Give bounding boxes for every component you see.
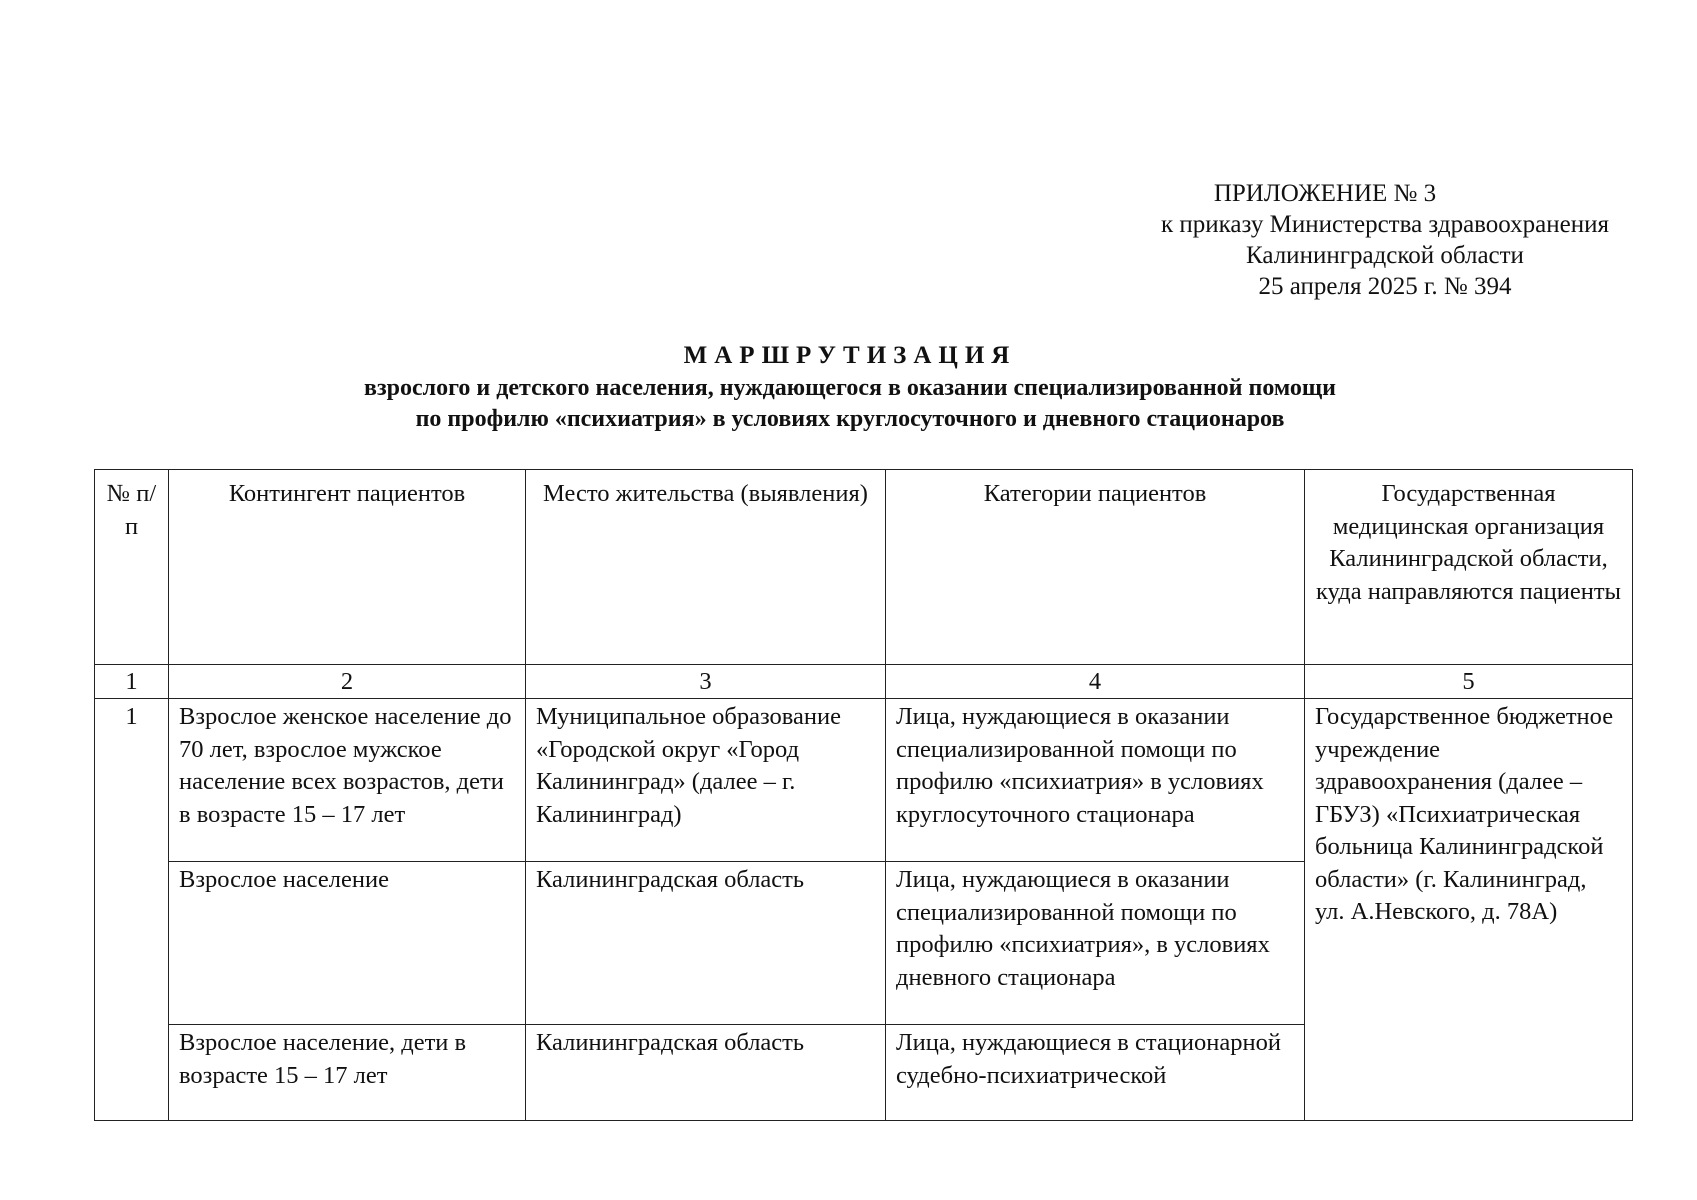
residence-cell: Калининградская область: [526, 1025, 886, 1121]
residence-cell: Муниципальное образование «Городской округ «Город Калининград» (далее – г. Калининград): [526, 699, 886, 862]
column-index: 2: [169, 665, 526, 699]
column-index: 1: [95, 665, 169, 699]
header-organization: Государственная медицинская организация Калининградской области, куда направляются пациенты: [1305, 470, 1633, 665]
residence-cell: Калининградская область: [526, 862, 886, 1025]
contingent-cell: Взрослое население: [169, 862, 526, 1025]
header-residence: Место жительства (выявления): [526, 470, 886, 665]
appendix-date: 25 апреля 2025 г. № 394: [1258, 273, 1512, 300]
table-header-row: [95, 470, 1633, 665]
contingent-cell: Взрослое женское население до 70 лет, взрослое мужское население всех возрастов, дети в возрасте 15 – 17 лет: [169, 699, 526, 862]
appendix-header: [1095, 178, 1675, 302]
title-main: МАРШРУТИЗАЦИЯ: [683, 342, 1017, 369]
table-row: [95, 699, 1633, 862]
column-index: 5: [1305, 665, 1633, 699]
category-cell: Лица, нуждающиеся в оказании специализированной помощи по профилю «психиатрия» в условиях круглосуточного стационара: [886, 699, 1305, 862]
header-category: Категории пациентов: [886, 470, 1305, 665]
category-cell: Лица, нуждающиеся в оказании специализированной помощи по профилю «психиатрия», в условиях дневного стационара: [886, 862, 1305, 1025]
title-line-2: по профилю «психиатрия» в условиях круглосуточного и дневного стационаров: [415, 406, 1285, 432]
routing-table: [94, 469, 1633, 1121]
title-line-1: взрослого и детского населения, нуждающегося в оказании специализированной помощи: [364, 375, 1336, 401]
document-title: [200, 340, 1500, 435]
row-number: 1: [95, 699, 169, 1121]
header-contingent: Контингент пациентов: [169, 470, 526, 665]
header-number: № п/п: [95, 470, 169, 665]
column-index: 4: [886, 665, 1305, 699]
appendix-order-ref: к приказу Министерства здравоохранения: [1160, 211, 1610, 238]
category-cell: Лица, нуждающиеся в стационарной судебно-психиатрической: [886, 1025, 1305, 1121]
appendix-region: Калининградской области: [1246, 242, 1524, 269]
appendix-number: ПРИЛОЖЕНИЕ № 3: [1213, 180, 1437, 207]
column-index-row: [95, 665, 1633, 699]
column-index: 3: [526, 665, 886, 699]
contingent-cell: Взрослое население, дети в возрасте 15 – 17 лет: [169, 1025, 526, 1121]
organization-cell: Государственное бюджетное учреждение здравоохранения (далее – ГБУЗ) «Психиатрическая больница Калининградской области» (г. Калининград, ул. А.Невского, д. 78А): [1305, 699, 1633, 1121]
